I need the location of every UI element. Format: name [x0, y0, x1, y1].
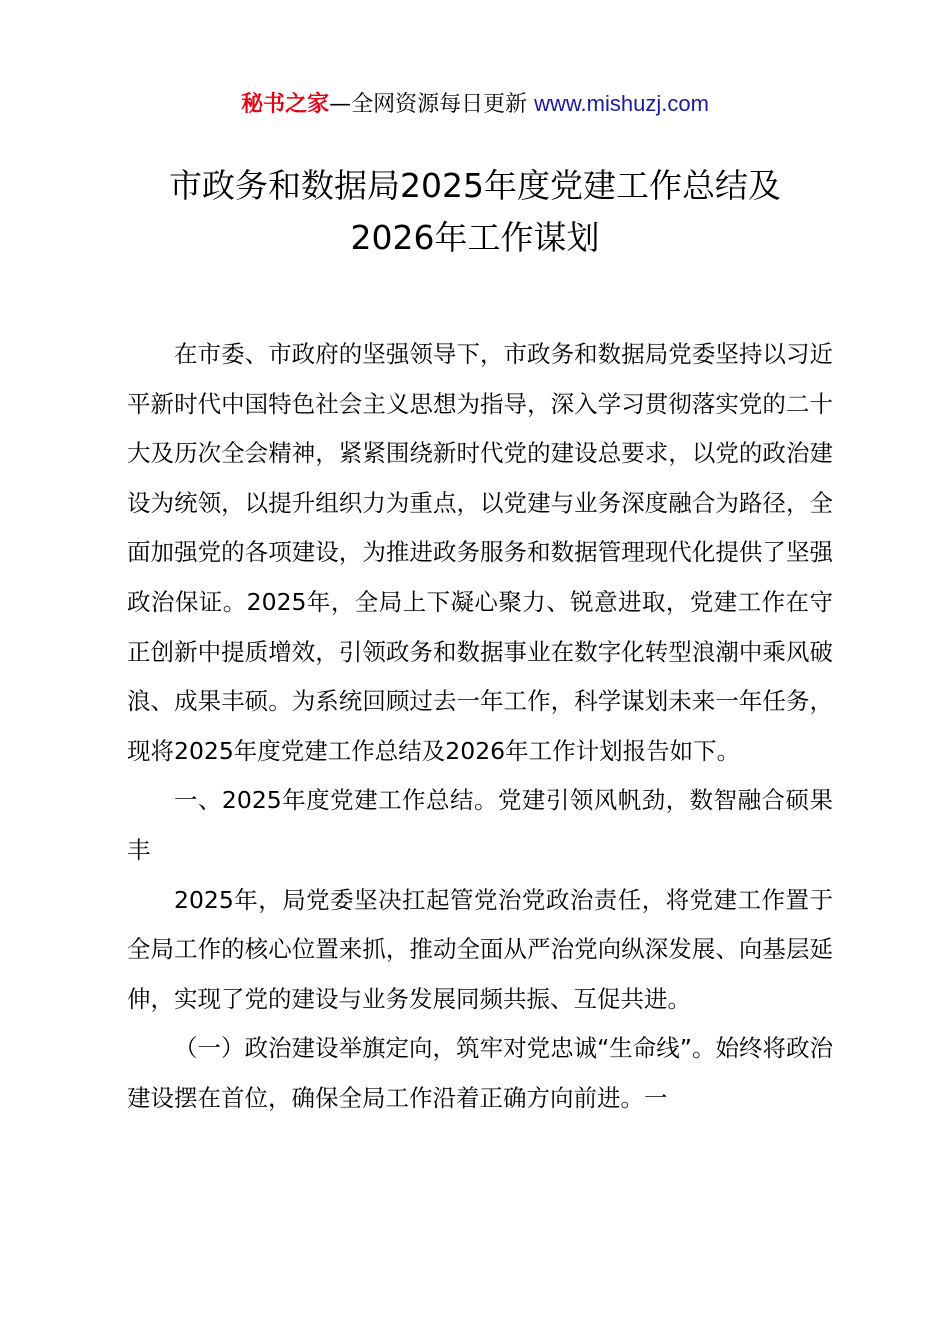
document-title: [60, 160, 890, 264]
title-line-1: 市政务和数据局2025年度党建工作总结及: [169, 166, 781, 205]
header-separator: —: [329, 92, 352, 117]
document-body: [127, 330, 833, 1124]
header-tagline: 全网资源每日更新: [351, 92, 528, 117]
subsection-heading-1: （一）政治建设举旗定向，筑牢对党忠诚“生命线”。始终将政治建设摆在首位，确保全局工作沿着正确方向前进。一: [127, 1034, 833, 1112]
section-heading-1: 一、2025年度党建工作总结。党建引领风帆劲，数智融合硕果丰: [127, 786, 833, 864]
section-1-paragraph: 2025年，局党委坚决扛起管党治党政治责任，将党建工作置于全局工作的核心位置来抓，推动全面从严治党向纵深发展、向基层延伸，实现了党的建设与业务发展同频共振、互促共进。: [127, 885, 833, 1013]
intro-paragraph: 在市委、市政府的坚强领导下，市政务和数据局党委坚持以习近平新时代中国特色社会主义思想为指导，深入学习贯彻落实党的二十大及历次全会精神，紧紧围绕新时代党的建设总要求，以党的政治建设为统领，以提升组织力为重点，以党建与业务深度融合为路径，全面加强党的各项建设，为推进政务服务和数据管理现代化提供了坚强政治保证。2025年，全局上下凝心聚力、锐意进取，党建工作在守正创新中提质增效，引领政务和数据事业在数字化转型浪潮中乘风破浪、成果丰硕。为系统回顾过去一年工作，科学谋划未来一年任务，现将2025年度党建工作总结及2026年工作计划报告如下。: [127, 340, 833, 765]
site-url-link[interactable]: www.mishuzj.com: [534, 91, 709, 116]
brand-name: 秘书之家: [241, 92, 330, 117]
title-line-2: 2026年工作谋划: [350, 218, 600, 257]
site-header: [0, 88, 950, 121]
